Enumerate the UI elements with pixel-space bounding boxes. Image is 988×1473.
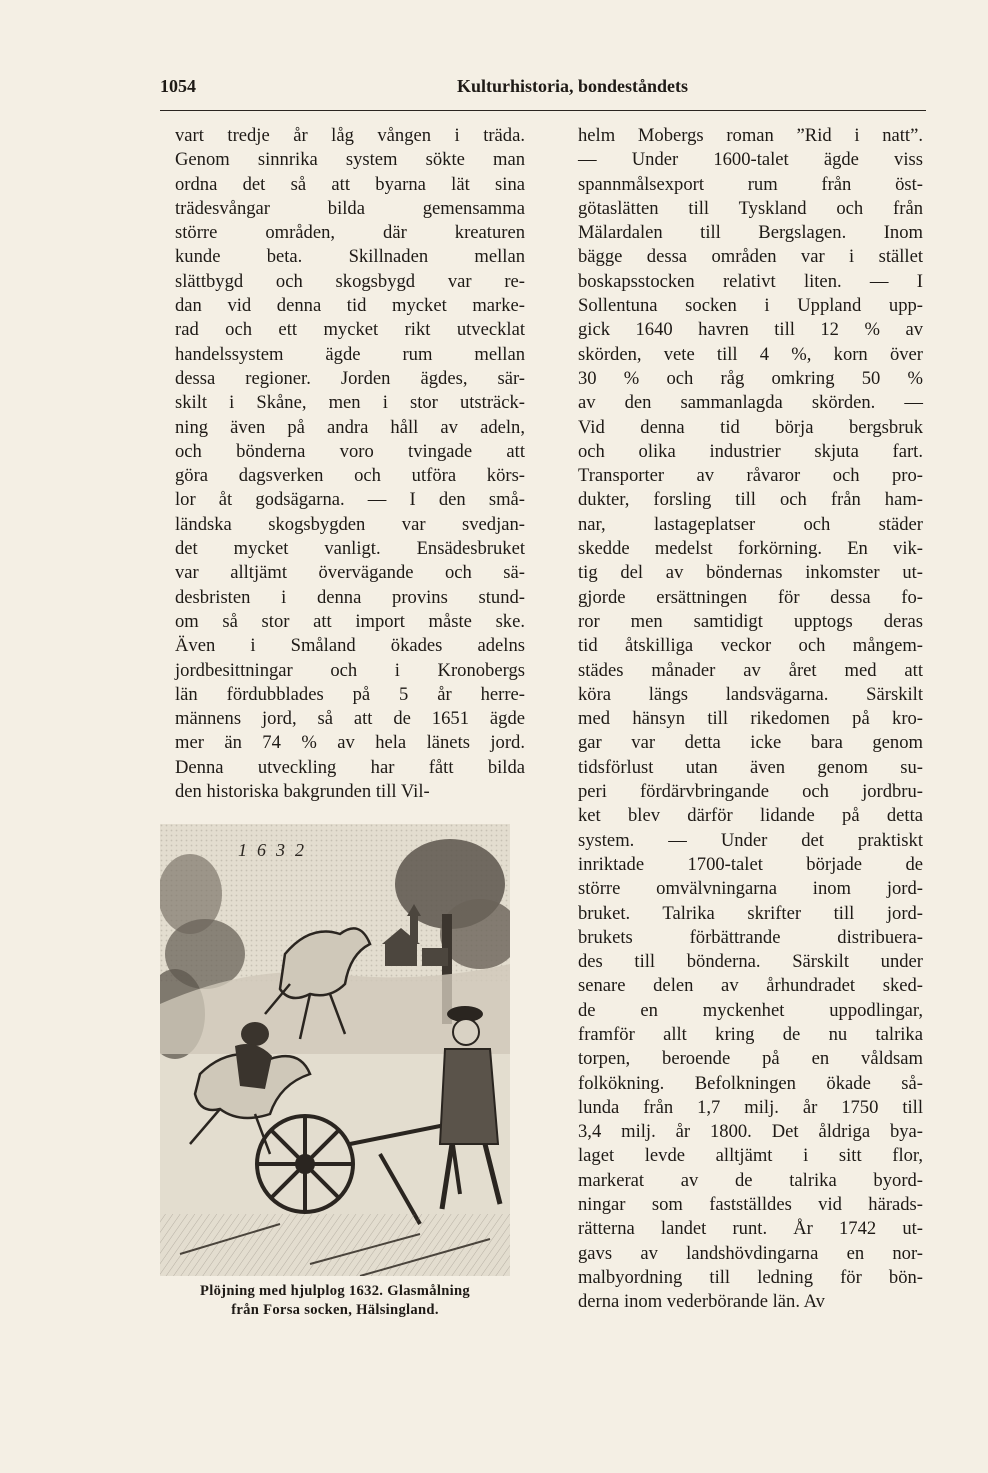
caption-line-2: från Forsa socken, Hälsingland. — [231, 1302, 439, 1318]
text-line: ket blev därför lidande på detta — [578, 805, 923, 827]
figure-caption — [160, 1282, 510, 1320]
text-line: skilt i Skåne, men i stor utsträck- — [175, 392, 525, 414]
text-line: rad och ett mycket rikt utvecklat — [175, 319, 525, 341]
text-line: och bönderna voro tvingade att — [175, 440, 525, 462]
text-line: vart tredje år låg vången i träda. — [175, 125, 525, 146]
text-line: system. — Under det praktiskt — [578, 829, 923, 851]
text-line: dessa regioner. Jorden ägdes, sär- — [175, 367, 525, 389]
text-line: städes månader av året med att — [578, 659, 923, 681]
text-line: gavs av landshövdingarna en nor- — [578, 1242, 923, 1264]
text-line: mer än 74 % av hela länets jord. — [175, 732, 525, 754]
text-line: göra dagsverken och utföra körs- — [175, 465, 525, 487]
text-line: 30 % och råg omkring 50 % — [578, 367, 923, 389]
text-line: — Under 1600-talet ägde viss — [578, 149, 923, 171]
plowing-scene-drawing — [160, 824, 510, 1276]
text-line: brukets förbättrande distribuera- — [578, 926, 923, 948]
text-line: 3,4 milj. år 1800. Det åldriga bya- — [578, 1121, 923, 1143]
text-line: desbristen i denna provins stund- — [175, 586, 525, 608]
text-line: tig del av böndernas inkomster ut- — [578, 562, 923, 584]
page-number: 1054 — [160, 76, 196, 96]
text-line: derna inom vederbörande län. Av — [578, 1291, 825, 1313]
text-line: och olika industrier skjuta fart. — [578, 440, 923, 462]
text-line: ror men samtidigt upptogs deras — [578, 610, 923, 632]
text-line: männens jord, så att de 1651 ägde — [175, 708, 525, 730]
text-line: Vid denna tid börja bergsbruk — [578, 416, 923, 438]
text-line: nar, lastageplatser och städer — [578, 513, 923, 535]
text-line: större omvälvningarna inom jord- — [578, 878, 923, 900]
text-line: gick 1640 havren till 12 % av — [578, 319, 923, 341]
text-line: senare delen av århundradet sked- — [578, 975, 923, 997]
text-line: det mycket vanligt. Ensädesbruket — [175, 538, 525, 560]
text-line: köra längs landsvägarna. Särskilt — [578, 683, 923, 705]
text-line: Även i Småland ökades adelns — [175, 635, 525, 657]
text-line: trädesvångar bilda gemensamma — [175, 197, 525, 219]
text-line: ordna det så att byarna lät sina — [175, 173, 525, 195]
left-text-column — [175, 124, 525, 804]
text-line: med hänsyn till rikedomen på kro- — [578, 708, 923, 730]
text-line: större områden, där kreaturen — [175, 222, 525, 244]
text-line: helm Mobergs roman ”Rid i natt”. — [578, 125, 923, 146]
text-line: spannmålsexport rum från öst- — [578, 173, 923, 195]
text-line: var alltjämt övervägande och sä- — [175, 562, 525, 584]
text-line: bruket. Talrika skrifter till jord- — [578, 902, 923, 924]
page-header — [160, 76, 930, 106]
text-line: peri fördärvbringande och jordbru- — [578, 781, 923, 803]
text-line: bägge dessa områden var i stället — [578, 246, 923, 268]
text-line: den historiska bakgrunden till Vil- — [175, 781, 430, 803]
text-line: torpen, beroende på en våldsam — [578, 1048, 923, 1070]
text-line: götaslätten till Tyskland och från — [578, 197, 923, 219]
text-line: markerat av de talrika byord- — [578, 1169, 923, 1191]
text-line: gar var detta icke bara genom — [578, 732, 923, 754]
text-line: skedde medelst forkörning. En vik- — [578, 538, 923, 560]
text-line: ländska skogsbygden var svedjan- — [175, 513, 525, 535]
text-line: gjorde ersättningen för dessa fo- — [578, 586, 923, 608]
text-line: dukter, forsling till och från ham- — [578, 489, 923, 511]
text-line: lor åt godsägarna. — I den små- — [175, 489, 525, 511]
right-text-column — [578, 124, 923, 1315]
text-line: Denna utveckling har fått bilda — [175, 756, 525, 778]
text-line: skörden, vete till 4 %, korn över — [578, 343, 923, 365]
text-line: boskapsstocken relativt liten. — I — [578, 270, 923, 292]
text-line: folkökning. Befolkningen ökade så- — [578, 1072, 923, 1094]
text-line: ning även på andra håll av adeln, — [175, 416, 525, 438]
plow-wheel — [257, 1116, 353, 1212]
text-line: des till bönderna. Särskilt under — [578, 951, 923, 973]
text-line: lunda från 1,7 milj. år 1750 till — [578, 1096, 923, 1118]
text-line: kunde beta. Skillnaden mellan — [175, 246, 525, 268]
text-line: av den sammanlagda skörden. — — [578, 392, 923, 414]
text-line: malbyordning till ledning för bön- — [578, 1266, 923, 1288]
text-line: inriktade 1700-talet började de — [578, 853, 923, 875]
text-line: Mälardalen till Bergslagen. Inom — [578, 222, 923, 244]
text-line: ningar som fastställdes vid härads- — [578, 1194, 923, 1216]
running-title: Kulturhistoria, bondeståndets — [456, 76, 688, 96]
header-rule — [160, 110, 926, 111]
text-line: Genom sinnrika system sökte man — [175, 149, 525, 171]
text-line: handelssystem ägde rum mellan — [175, 343, 525, 365]
text-line: jordbesittningar och i Kronobergs — [175, 659, 525, 681]
date-inscription: 1632 — [238, 840, 314, 860]
text-line: Sollentuna socken i Uppland upp- — [578, 295, 923, 317]
text-line: framför allt kring de nu talrika — [578, 1023, 923, 1045]
text-line: rätterna landet runt. År 1742 ut- — [578, 1218, 923, 1240]
text-line: laget levde alltjämt i sitt flor, — [578, 1145, 923, 1167]
caption-line-1: Plöjning med hjulplog 1632. Glasmålning — [200, 1283, 470, 1299]
text-line: län fördubblades på 5 år herre- — [175, 683, 525, 705]
text-line: Transporter av råvaror och pro- — [578, 465, 923, 487]
text-line: dan vid denna tid mycket marke- — [175, 295, 525, 317]
text-line: tid åtskilliga veckor och mångem- — [578, 635, 923, 657]
text-line: tidsförlust utan även genom su- — [578, 756, 923, 778]
text-line: om så stor att import måste ske. — [175, 610, 525, 632]
text-line: slättbygd och skogsbygd var re- — [175, 270, 525, 292]
glass-painting-illustration — [160, 824, 510, 1276]
text-line: de en myckenhet uppodlingar, — [578, 999, 923, 1021]
